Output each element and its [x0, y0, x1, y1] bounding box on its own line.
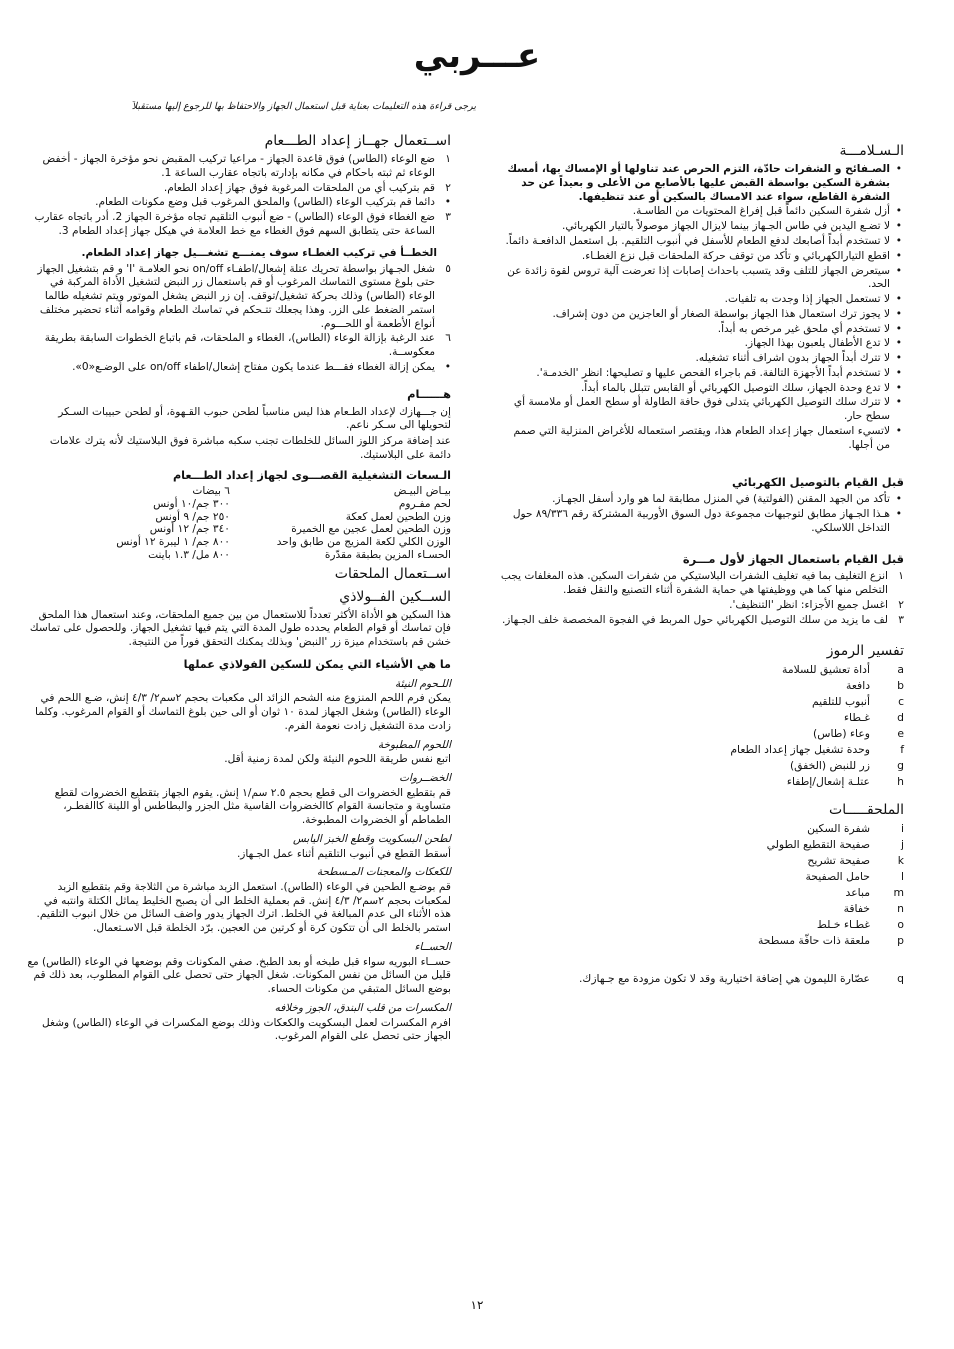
list-item: • لا تضـع اليدين في طاس الجـهاز بينما لايزال الجهاز موصولاً بالتيار الكهربائي.: [499, 220, 904, 234]
list-item: • لاتسيء استعمال جهاز إعداد الطعام هذا، ويقتصر استعماله للأغراض المنزلية التي صمم من أجلها.: [499, 425, 904, 453]
list-item: f وحدة تشغيل جهاز إعداد الطعام: [730, 742, 904, 756]
section-heading: للكعكات والمعجنات المـسطحة: [316, 866, 451, 879]
safety-heading: الـسـلامـــة: [839, 143, 904, 159]
steel-knife-heading: الســكين الفــولاذي: [339, 588, 451, 605]
section-text: قم بوضـع الطحين في الوعاء (الطاس). استعمل الزبد مباشرة من الثلاجة وقم بتقطيع الزبد لمكعبات بحجم ٢سم٢/ ٤/٣ إنش. قم بعملية الخلط الى أن يصبح الخليط يماثل الكتلة وانتبه في هذه الأثناء الى عدم المبالغة في الخلط. اترك الجهاز يدور واضف السائل من خلال انبوب التلقيم. استمر بالخلط الى أن تتكون كرة أو كرتين من العجين. برّد الخلطة قبل الاسـتعمال.: [36, 880, 451, 935]
using-heading: اســتعمال جهــاز إعداد الطـــعام: [264, 133, 451, 149]
section-heading: لطحن البسكويت وقطع الخبز اليابس: [293, 832, 451, 845]
key-heading: تفسير الرموز: [826, 642, 904, 659]
list-item: a أداة تعشيق للسلامة: [782, 662, 904, 676]
steel-knife-intro: هذا السكين هو الأداة الأكثر تعدداً للاستعمال من بين جميع الملحقات، وعند استعمال هذا الملحق فإن تماسك أو قوام الطعام يحدده طول المدة التي يتم فيها تشغيل الجهاز. وللحصول على تماسك خشن قم باستخدام ميزة زر 'النبض' وبذلك يمكنك التحقق فوراً من النتيجة.: [29, 608, 451, 649]
list-item: • لا تستخدم أبداً أصابعك لدفع الطعام للأسفل في أنبوب التلقيم. بل استعمل الدافعـة دائماً.: [499, 235, 904, 249]
list-item: • اقطع التيارالكهربائي و تأكد من توقف حركة الملحقات قبل نزع الغطـاء.: [499, 250, 904, 264]
page-title: عـــربي: [413, 36, 541, 76]
table-row: الحسـاء المزين بطبقة مقدّرة ٨٠٠ مل/ ١.٣ باينت: [148, 548, 451, 561]
list-item: o غطـاء خـلط: [816, 918, 904, 932]
list-item: ١ ضع الوعاء (الطاس) فوق قاعدة الجهاز - مراعيا تركيب المقبض نحو مؤخرة الجهاز - أخفض الوعاء ثم ثبته باحكام في مكانه بإدارته باتجاه عقارب الساعة 1.: [42, 153, 451, 179]
list-item: • لا تستخدم أبداً الأجهزة التالفة. قم باجراء الفحص عليها و تصليحها: انظر 'الخدمـة'.: [499, 367, 904, 381]
left-column: [26, 130, 451, 1046]
table-row: بيـاض البيـض ٦ بيضات: [192, 485, 451, 498]
list-item: ٢ اغسل جميع الأجزاء: انظر 'التنظيف'.: [729, 598, 904, 611]
list-item: h عتلـة إشعال/إطفاء: [786, 774, 904, 788]
list-item: i شفرة السكين: [807, 822, 904, 836]
list-item: • تأكد من الجهد المقنن (الفولتية) في المنزل مطابقة لما هو وارد أسفل الجهـاز.: [499, 493, 904, 507]
list-item: n خفاقة: [843, 902, 904, 916]
capacities-heading: الـسعات التشغيلية القصـــوى لجهاز إعداد الطـــعام: [172, 468, 451, 482]
list-item: j صفيحة التقطيع الطولي: [766, 838, 904, 852]
list-item: g زر للنبض (الخفق): [789, 758, 904, 772]
before-first-use-list: [499, 570, 904, 627]
section-heading: الحســاء: [414, 940, 451, 953]
table-row: الوزن الكلي لكعة المزيج من طابق واحد ٨٠٠ جم/ ١ ليبرة ١٢ أونس: [116, 535, 451, 548]
list-item: m مباعد: [845, 886, 904, 900]
list-item: • هـذا الجـهاز مطابق لتوجيهات مجموعة دول السوق الأوربية المشتركة رقم ٨٩/٣٣٦ حول التداخل اللاسلكي.: [499, 508, 904, 536]
list-item: • سيتعرض الجهاز للتلف وقد يتسبب باحداث إصابات إذا تعرضت آلية تروس لقوة زائدة عن الحد.: [499, 265, 904, 293]
list-item: • لا تدع الأطفال يلعبون بهذا الجهاز.: [499, 337, 904, 351]
section-text: حســاء البوريه سواء قبل طبخه أو بعد الطبخ. صفي المكونات وقم بوضعها في الوعاء (الطاس) مع قليل من السائل من نفس المكونات. شغل الجهاز حتى تحصل على القوام المطلوب، بعد ذلك قم بوضع السائل المتبقي من مكونات الحساء.: [27, 955, 451, 996]
list-item: p ملعقة ذات حافّة مسطحة: [757, 934, 904, 948]
section-text: افرم المكسرات لعمل البسكويت والكعكات وذلك بوضع المكسرات في الوعاء (الطاس) وشغل الجهاز حتى تحصل على القوام المرغوب.: [42, 1016, 451, 1043]
list-item: ٣ لف ما يزيد من سلك التوصيل الكهربائي حول المربط في الفجوة المخصصة خلف الجـهاز.: [501, 613, 904, 626]
list-item: • دائما قم بتركيب الوعاء (الطاس) والملحق المرغوب قبل وضع مكونات الطعام.: [95, 196, 451, 209]
section-heading: المكسرات من قلب البندق، الجوز وخلافه: [274, 1001, 451, 1014]
list-item: ٥ شغل الجـهاز بواسطة تحريك عتلة إشعال/اطفـاء on/off نحو العلامـة 'I' و قم بتشغيل الجهاز حتى بلوغ مستوى التماسك المرغوب أو قم باستعمال زر النبض لتشغيل الأداة المركبة في الوعاء (الطاس) وذلك بحركة تشغيل/توقف. إن زر النبض يشغل الموتور ويتم تشغيله طالما استمر الضغط على الزر. وهذا يجعلك تتـحكم في تماسك الطعام وقوامه أثناء تحضير مختلف أنواع الأطعمة أو اللحـــوم.: [37, 262, 451, 330]
lid-warning: الخطــأ في تركيب الغطـاء سوف يمنـــع تشغـــيل جهاز إعداد الطعام.: [81, 246, 437, 259]
list-item: • لا تترك سلك التوصيل الكهربائي يتدلى فوق حافة الطاولة أو سطح العمل أو ملامسة أي سطح حار.: [499, 396, 904, 424]
table-row: وزن الطحين لعمل عجين مع الخميرة ٣٤٠ جم/ ١٢ أونس: [149, 523, 451, 536]
list-item: ٢ قم بتركيب أي من الملحقات المرغوبة فوق جهاز إعداد الطعام.: [163, 181, 451, 194]
section-text: اتبع نفس طريقة اللحوم النيئة ولكن لمدة زمنية أقل.: [224, 753, 451, 766]
steel-knife-subheading: ما هي الأشياء التي يمكن للسكين الفولاذي عملها: [183, 658, 451, 672]
list-item: l حامل الصفيحة: [805, 870, 904, 884]
key-list: [499, 663, 904, 789]
list-item: ١ انزع التغليف بما فيه تغليف الشفرات البلاستيكي من شفرات السكين. هذه المغلفات يجب التخلص منها كما هي ووظيفتها هي حماية الشفرة أثناء التصنيع والنقل فقط.: [500, 570, 904, 597]
list-item: e وعاء (طاس): [813, 726, 904, 740]
list-item: • يمكن إزالة الغطاء فقـــط عندما يكون مفتاح إشعال/اطفاء on/off على الوضـع«0».: [72, 360, 451, 373]
list-item: ٣ ضع الغطاء فوق الوعاء (الطاس) - ضع أنبوب التلقيم تجاه مؤخرة الجهاز 2. أدر باتجاه عقارب الساعة حتى يتطابق السهم فوق الغطاء مع خط العلامة في هيكل جهاز إعداد الطعام 3.: [34, 211, 451, 238]
capacities-table: [26, 485, 451, 561]
before-plug-list: [499, 493, 904, 535]
list-item: c أنبوب للتلقيم: [811, 694, 904, 708]
section-text: أسقط القطع في أنبوب التلقيم أثناء عمل الجـهاز.: [236, 847, 451, 860]
list-item: d غـطاء: [843, 710, 904, 724]
list-item: • أزل شفرة السكين دائماً قبل إفراغ المحتويات من الطاسـة.: [499, 205, 904, 219]
attachments-use-heading: اســتعمال الملحقات: [334, 566, 451, 583]
juicer-note: [499, 972, 904, 986]
list-item: k صفيحة تشريح: [807, 854, 904, 868]
table-row: وزن الطحين لعمل كعكة ٢٥٠ جم/ ٩ أونس: [155, 510, 451, 523]
using-steps-2: [26, 263, 451, 375]
using-steps: [26, 153, 451, 239]
list-item: • الصـفائح و الشفرات حادّة، التزم الحرص عند تناولها أو الإمساك بها، أمسك بشفرة السكين بواسطة القبض عليها بالأصابع من الأعلى و بعيداً عن حد الشفرة القاطع، سواء عند الامساك بالسكين أو عند تنظيفها.: [499, 163, 904, 204]
section-heading: اللحوم المطبوخة: [377, 738, 451, 751]
right-column: [499, 140, 904, 988]
important-heading: هــــــام: [407, 386, 451, 401]
before-first-use-heading: قبل القيام باستعمال الجهاز لأول مـــرة: [682, 551, 904, 566]
list-item: q عصّارة الليمون هي إضافة اختيارية وقد لا تكون مزودة مع جـهازك.: [578, 972, 904, 986]
page-number: ١٢: [470, 1298, 484, 1312]
section-text: يمكن فرم اللحم المنزوع منه الشحم الزائد الى مكعبات بحجم ٢سم٢/ ٤/٣ إنش، ضـع اللحم في الوعاء (الطاس) وشغل الجهاز لمدة ١٠ ثوان أو الى حين بلوغ التماسك أو القوام المرغوب. وكلما زادت مدة التشغيل زادت نعومة الفرم.: [34, 692, 451, 732]
list-item: • لا تستعمل الجهاز إذا وجدت به تلفيات.: [499, 293, 904, 307]
important-text: عند إضافة مركز اللوز السائل للخلطات تجنب سكبه مباشرة فوق البلاستيك لأنه يترك علامات دائمة على البلاستيك.: [49, 435, 451, 461]
important-text: إن جـــهازك لإعداد الطـعام هذا ليس مناسباً لطحن حبوب القـهوة، أو لطحن حبيبات السـكر لتحويلها الى سـكر ناعم.: [58, 405, 451, 432]
section-heading: الخضــروات: [399, 771, 451, 784]
safety-list: [499, 163, 904, 452]
list-item: • لا يجوز ترك استعمال هذا الجهاز بواسطة الصغار أو العاجزين من دون إشراف.: [499, 308, 904, 322]
section-heading: اللـحوم النيئة: [395, 677, 451, 690]
list-item: b دافعة: [846, 678, 904, 692]
list-item: • لا تدع وحدة الجهاز، سلك التوصيل الكهربائي أو القابس تتبلل بالماء أبداً.: [499, 382, 904, 396]
section-text: قم بتقطيع الخضروات الى قطع بحجم ٢.٥ سم/١ إنش. يقوم الجهاز بتقطيع الخضروات لقطع متساوية و متجانسة القوام كاالخضروات القاسية مثل الجزر والبطاطس أو اللينة كاالفطـر، الطماطم أو الخضروات المطبوخة.: [54, 786, 451, 827]
attachments-heading: الملحقـــــات: [829, 801, 904, 818]
attachments-list: [499, 822, 904, 948]
list-item: ٦ عند الرغبة بإزالة الوعاء (الطاس)، الغطاء و الملحقات، قم باتباع الخطوات السابقة بطريقة معكوســة.: [44, 332, 451, 359]
table-row: لحم مفـروم ٣٠٠ جم/١٠ أونس: [153, 497, 451, 510]
before-plug-heading: قبل القيام بالتوصيل الكهربائي: [731, 474, 904, 489]
intro-note: يرجى قراءة هذه التعليمات بعناية قبل استعمال الجهاز والاحتفاظ بها للرجوع إليها مستقبلاً: [131, 101, 476, 112]
list-item: • لا تستخدم أي ملحق غير مرخص به أبداً.: [499, 323, 904, 337]
list-item: • لا تترك أبداً الجهاز بدون اشراف أثناء تشغيله.: [499, 352, 904, 366]
